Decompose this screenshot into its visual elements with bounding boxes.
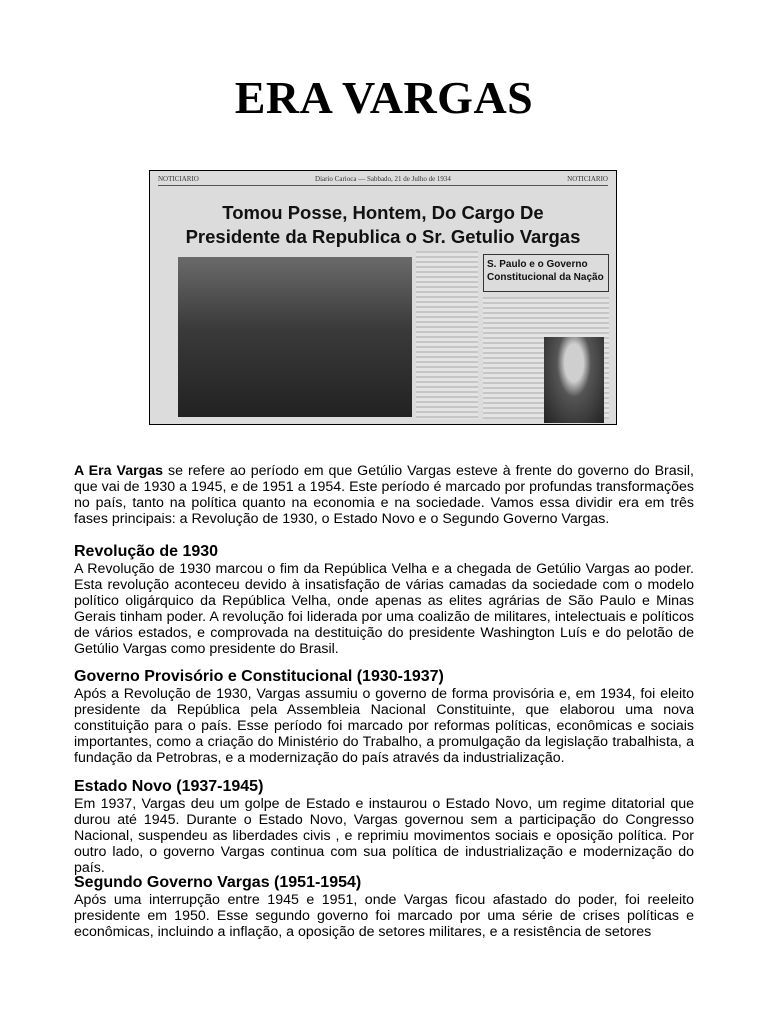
section-paragraph: A Revolução de 1930 marcou o fim da República Velha e a chegada de Getúlio Vargas ao poder. Esta revolução aconteceu devido à insatisfação de várias camadas da sociedade com o modelo político oligárquico da República Velha, onde apenas as elites agrárias de São Paulo e Minas Gerais tinham poder. A revolução foi liderada por uma coalizão de militares, intelectuais e políticos de vários estados, e comprovada na destituição do presidente Washington Luís e do pelotão de Getúlio Vargas como presidente do Brasil. <box>74 561 694 657</box>
page-title: ERA VARGAS <box>234 72 534 123</box>
newspaper-headline-line-2: Presidente da Republica o Sr. Getulio Vargas <box>185 226 581 247</box>
newspaper-header-center: Diario Carioca — Sabbado, 21 de Julho de 1934 <box>315 175 451 183</box>
section-paragraph: Em 1937, Vargas deu um golpe de Estado e instaurou o Estado Novo, um regime ditatorial que durou até 1945. Durante o Estado Novo, Vargas governou sem a participação do Congresso Nacional, suspendeu as liberdades civis , e reprimiu movimentos sociais e oposição política. Por outro lado, o governo Vargas continua com sua política de industrialização e modernização do país. <box>74 796 694 876</box>
section-revolucao <box>74 543 694 657</box>
section-governo-provisorio <box>74 668 694 766</box>
newspaper-subheadline-line-2: Constitucional da Nação <box>487 272 604 283</box>
section-heading: Segundo Governo Vargas (1951-1954) <box>74 874 362 891</box>
intro-lead: A Era Vargas <box>74 463 164 479</box>
newspaper-headline <box>150 201 616 249</box>
section-heading: Estado Novo (1937-1945) <box>74 778 264 795</box>
newspaper-header-right: NOTICIARIO <box>567 175 608 183</box>
intro-text: se refere ao período em que Getúlio Vargas esteve à frente do governo do Brasil, que vai de 1930 a 1945, e de 1951 a 1954. Este período é marcado por profundas transformações no país, tanto na política quanto na economia e na sociedade. Vamos essa dividir era em três fases principais: a Revolução de 1930, o Estado Novo e o Segundo Governo Vargas. <box>74 463 695 527</box>
newspaper-group-photo <box>178 257 412 417</box>
section-heading: Governo Provisório e Constitucional (1930-1937) <box>74 668 444 685</box>
newspaper-text-column <box>416 251 478 419</box>
section-paragraph: Após uma interrupção entre 1945 e 1951, onde Vargas ficou afastado do poder, foi reeleito presidente em 1950. Esse segundo governo foi marcado por uma série de crises políticas e econômicas, incluindo a inflação, a oposição de setores militares, e a resistência de setores <box>74 892 694 940</box>
section-estado-novo <box>74 778 694 876</box>
newspaper-clipping-image <box>149 170 617 425</box>
newspaper-header <box>158 175 608 186</box>
section-paragraph: Após a Revolução de 1930, Vargas assumiu o governo de forma provisória e, em 1934, foi eleito presidente da República pela Assembleia Nacional Constituinte, que elaborou uma nova constituição para o país. Esse período foi marcado por reformas políticas, econômicas e sociais importantes, como a criação do Ministério do Trabalho, a promulgação da legislação trabalhista, a fundação da Petrobras, e a modernização do país através da industrialização. <box>74 686 694 766</box>
section-heading: Revolução de 1930 <box>74 543 219 560</box>
newspaper-subheadline-box <box>483 254 609 292</box>
section-segundo-governo <box>74 874 694 940</box>
newspaper-subheadline-line-1: S. Paulo e o Governo <box>487 259 588 270</box>
newspaper-portrait-photo <box>544 337 604 423</box>
intro-paragraph <box>74 463 694 527</box>
newspaper-header-left: NOTICIARIO <box>158 175 199 183</box>
newspaper-headline-line-1: Tomou Posse, Hontem, Do Cargo De <box>222 202 544 223</box>
intro-section <box>74 463 694 527</box>
